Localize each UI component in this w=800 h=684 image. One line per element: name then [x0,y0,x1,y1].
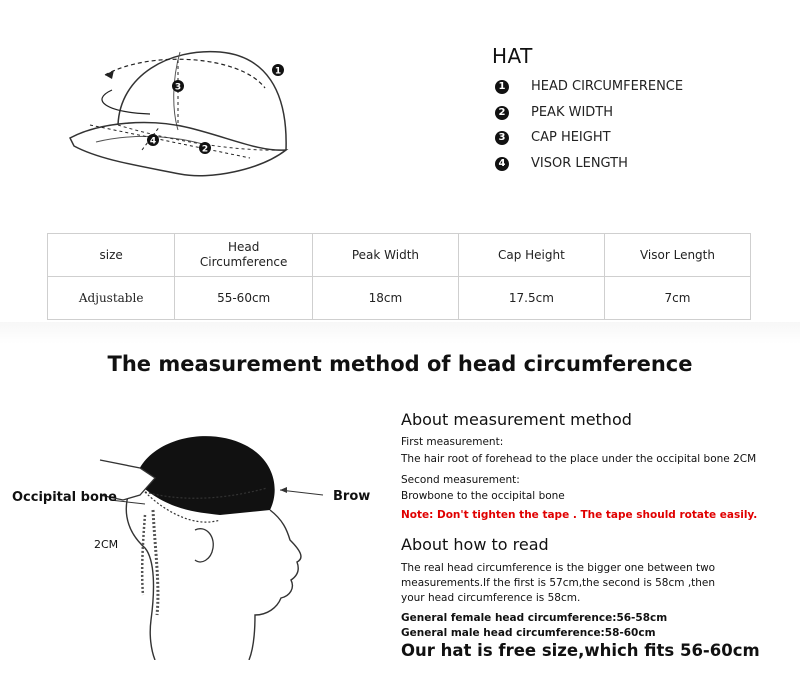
number-3-icon: 3 [495,131,509,145]
male-circumference: General male head circumference:58-60cm [401,627,656,639]
table-header-cell: size [48,234,175,277]
legend-label: VISOR LENGTH [531,156,628,171]
table-header-row [48,234,751,277]
size-table [47,233,751,320]
table-header-cell: Head Circumference [175,234,313,277]
occipital-bone-label: Occipital bone [12,490,117,505]
legend-label: HEAD CIRCUMFERENCE [531,79,684,94]
read-text-line: measurements.If the first is 57cm,the second is 58cm ,then [401,577,716,589]
number-2-icon: 2 [495,106,509,120]
legend-title: HAT [492,44,533,68]
read-text-line: your head circumference is 58cm. [401,592,581,604]
first-measurement-label: First measurement: [401,436,504,448]
table-cell: Adjustable [48,277,175,320]
legend-item-visor-length [495,156,628,171]
second-measurement-label: Second measurement: [401,474,520,486]
table-header-cell: Visor Length [604,234,750,277]
table-cell: 17.5cm [458,277,604,320]
first-measurement-text: The hair root of forehead to the place under the occipital bone 2CM [401,453,757,465]
table-cell: 7cm [604,277,750,320]
legend-item-cap-height [495,130,611,145]
legend-label: PEAK WIDTH [531,105,614,120]
svg-text:4: 4 [149,136,157,147]
divider-band [0,322,800,344]
hat-diagram [60,30,340,200]
female-circumference: General female head circumference:56-58cm [401,612,668,624]
legend-item-peak-width [495,105,613,120]
free-size-statement: Our hat is free size,which fits 56-60cm [401,641,760,660]
section-title: The measurement method of head circumference [107,352,693,376]
table-header-cell: Cap Height [458,234,604,277]
number-4-icon: 4 [495,157,509,171]
legend-label: CAP HEIGHT [531,130,611,145]
head-measurement-diagram [5,420,385,660]
read-heading: About how to read [401,535,549,554]
legend-item-head-circumference [495,79,683,94]
offset-label: 2CM [94,538,119,551]
second-measurement-text: Browbone to the occipital bone [401,490,565,502]
table-cell: 55-60cm [175,277,313,320]
svg-text:1: 1 [274,66,282,77]
table-row [48,277,751,320]
table-header-cell: Peak Width [313,234,459,277]
svg-text:2: 2 [201,144,209,155]
number-1-icon: 1 [495,80,509,94]
svg-text:3: 3 [174,82,182,93]
tape-note: Note: Don't tighten the tape . The tape should rotate easily. [401,509,758,521]
table-cell: 18cm [313,277,459,320]
read-text-line: The real head circumference is the bigger one between two [401,562,716,574]
method-heading: About measurement method [401,410,632,429]
brow-label: Brow [333,489,371,504]
